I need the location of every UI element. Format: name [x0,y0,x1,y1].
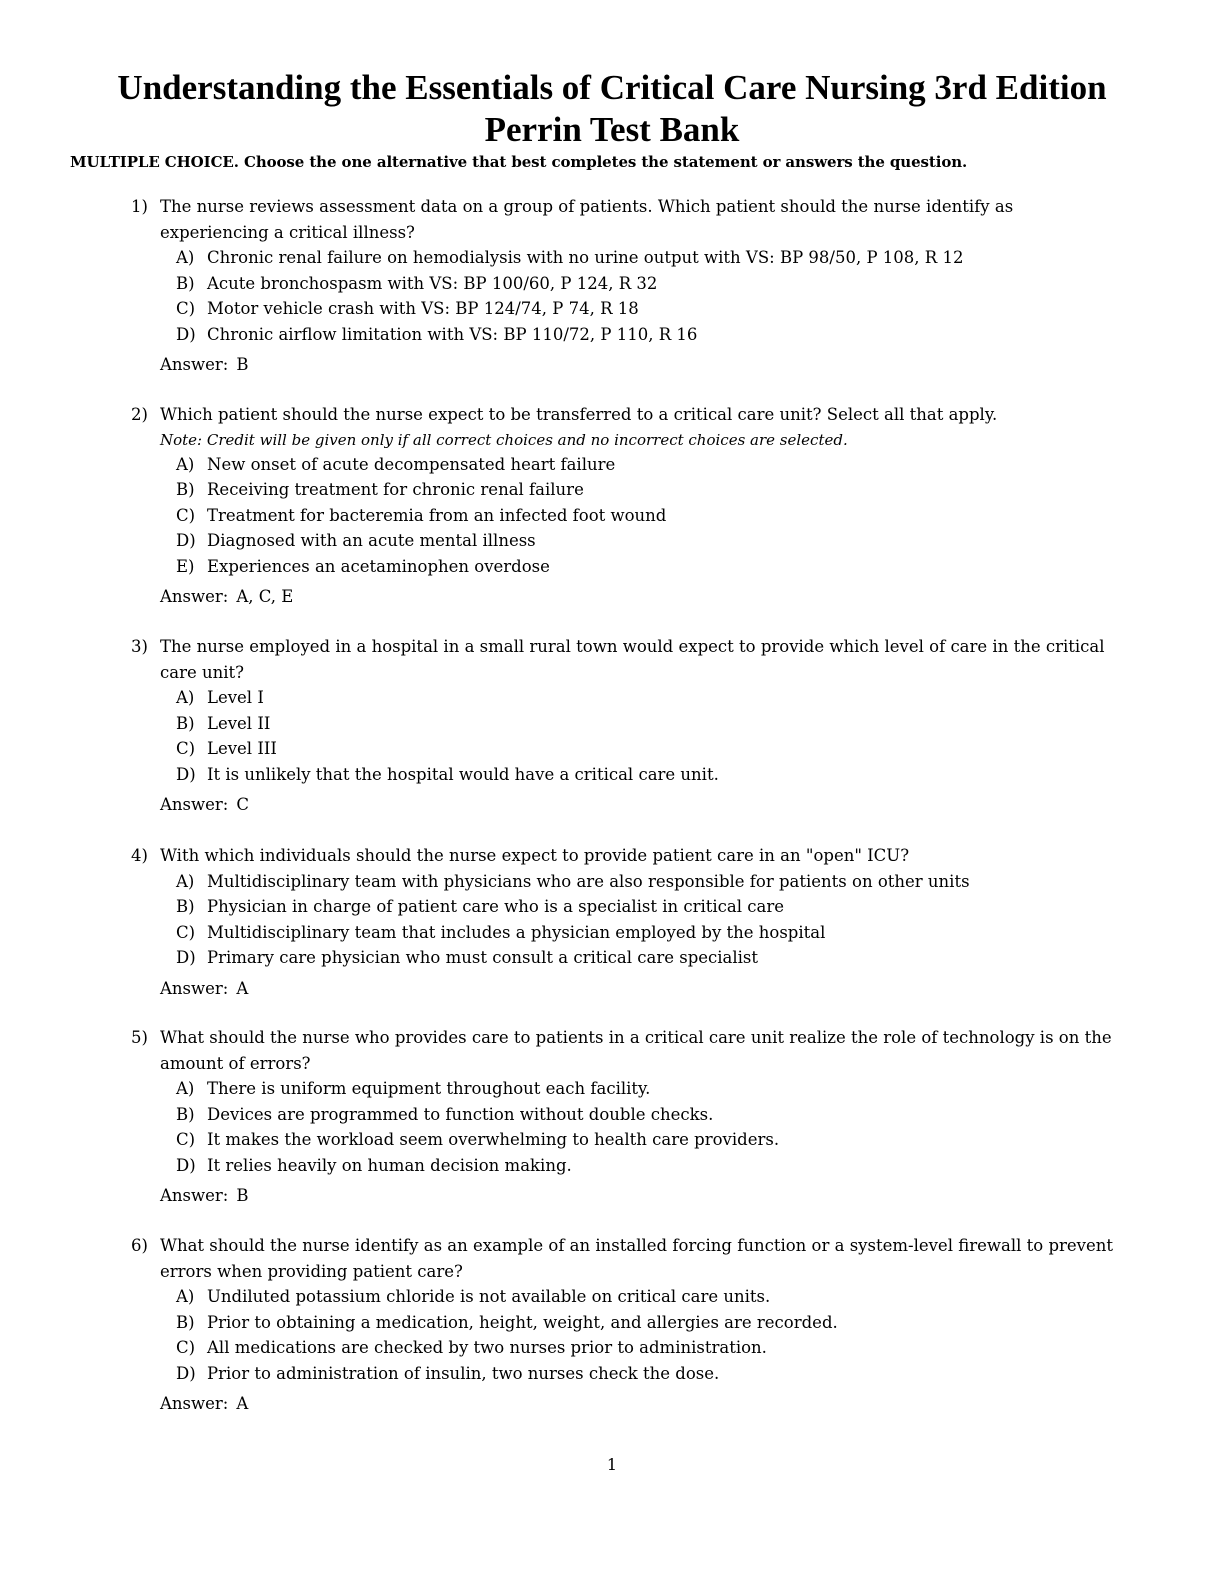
answer-label: Answer: [160,355,229,374]
option-letter: B) [176,273,195,293]
answer-line [160,1183,1121,1209]
question-number: 1) [131,197,148,216]
option-a [131,452,1121,478]
option-letter: D) [176,764,196,784]
answer-value: A, C, E [236,587,294,606]
question-6 [131,1233,1121,1417]
option-letter: C) [176,1130,196,1149]
question-stem: Which patient should the nurse expect to be transferred to a critical care unit? Select all that apply. [160,405,998,424]
option-text: Level I [207,688,264,707]
option-d [131,1153,1121,1179]
option-text: Chronic renal failure on hemodialysis with no urine output with VS: BP 98/50, P 108, R 12 [207,248,964,267]
option-letter: E) [176,556,195,576]
option-text: Level III [207,739,277,758]
option-e [131,554,1121,580]
option-letter: D) [176,948,196,967]
option-text: It is unlikely that the hospital would have a critical care unit. [207,764,719,784]
option-letter: A) [176,688,195,707]
option-text: Chronic airflow limitation with VS: BP 110/72, P 110, R 16 [207,324,698,344]
option-letter: D) [176,324,196,344]
option-text: Multidisciplinary team with physicians who are also responsible for patients on other units [207,871,970,891]
option-c [131,920,1121,946]
option-letter: D) [176,1363,196,1383]
option-a [131,1076,1121,1102]
answer-label: Answer: [160,795,229,814]
answer-value: A [236,978,249,998]
page-number: 1 [606,1455,618,1474]
option-d [131,1361,1121,1387]
answer-value: A [236,1394,249,1413]
question-stem: What should the nurse identify as an example of an installed forcing function or a system-level firewall to prevent errors when providing patient care? [160,1236,1114,1281]
question-number: 5) [131,1028,148,1047]
option-d [131,322,1121,348]
question-note: Note: Credit will be given only if all correct choices and no incorrect choices are selected. [160,430,848,449]
option-letter: B) [176,1312,195,1332]
option-letter: C) [176,299,196,318]
option-text: All medications are checked by two nurses prior to administration. [207,1338,767,1357]
option-text: Multidisciplinary team that includes a physician employed by the hospital [207,922,826,942]
question-number: 6) [131,1236,148,1255]
option-text: Primary care physician who must consult a critical care specialist [207,948,759,967]
option-letter: A) [176,248,195,267]
answer-value: B [236,1186,249,1205]
option-letter: C) [176,739,196,758]
option-letter: A) [176,1079,195,1098]
option-list [131,452,1121,580]
question-number: 3) [131,637,148,656]
answer-value: B [236,355,249,374]
option-list [131,869,1121,971]
option-b [131,477,1121,503]
option-text: Diagnosed with an acute mental illness [207,531,536,550]
answer-label: Answer: [160,1394,229,1413]
question-stem: What should the nurse who provides care to patients in a critical care unit realize the role of technology is on the amount of errors? [160,1028,1112,1073]
option-list [131,685,1121,787]
option-text: New onset of acute decompensated heart failure [207,454,616,474]
question-stem: The nurse reviews assessment data on a group of patients. Which patient should the nurse identify as experiencing a critical illness? [160,197,1014,242]
question-3 [131,634,1121,818]
question-stem: With which individuals should the nurse expect to provide patient care in an "open" ICU? [160,846,910,865]
option-letter: A) [176,1287,195,1306]
answer-value: C [236,795,249,814]
answer-line [160,792,1121,818]
option-letter: B) [176,713,195,733]
option-text: Treatment for bacteremia from an infected foot wound [207,505,667,525]
option-b [131,271,1121,297]
question-number: 2) [131,405,148,424]
option-c [131,1127,1121,1153]
section-instructions: MULTIPLE CHOICE. Choose the one alternative that best completes the statement or answers the question. [70,153,968,171]
option-list [131,1076,1121,1178]
option-text: Experiences an acetaminophen overdose [207,556,550,576]
option-text: Devices are programmed to function without double checks. [207,1104,714,1124]
option-a [131,685,1121,711]
option-b [131,1310,1121,1336]
option-letter: C) [176,922,196,942]
option-text: Prior to administration of insulin, two nurses check the dose. [207,1363,720,1383]
option-d [131,945,1121,971]
option-text: Receiving treatment for chronic renal failure [207,480,584,499]
question-stem: The nurse employed in a hospital in a small rural town would expect to provide which level of care in the critical care unit? [160,637,1105,682]
question-1 [131,194,1121,378]
option-list [131,1284,1121,1386]
option-c [131,1335,1121,1361]
option-letter: C) [176,1338,196,1357]
question-4 [131,843,1121,1001]
answer-line [160,584,1121,610]
option-letter: B) [176,480,195,499]
option-text: Undiluted potassium chloride is not available on critical care units. [207,1287,771,1306]
option-text: Physician in charge of patient care who is a specialist in critical care [207,897,785,916]
option-text: It makes the workload seem overwhelming to health care providers. [207,1130,780,1149]
answer-label: Answer: [160,1186,229,1205]
option-text: Acute bronchospasm with VS: BP 100/60, P 124, R 32 [207,273,658,293]
option-letter: C) [176,505,196,525]
option-c [131,503,1121,529]
option-text: There is uniform equipment throughout each facility. [207,1079,651,1098]
document-title: Understanding the Essentials of Critical Care Nursing 3rd Edition [117,68,1107,107]
answer-line [160,352,1121,378]
question-5 [131,1025,1121,1209]
option-d [131,762,1121,788]
answer-line [160,976,1121,1002]
option-text: It relies heavily on human decision making. [207,1155,572,1175]
answer-line [160,1391,1121,1417]
option-b [131,894,1121,920]
option-letter: D) [176,531,196,550]
option-d [131,528,1121,554]
option-a [131,869,1121,895]
option-letter: A) [176,454,195,474]
option-letter: B) [176,897,195,916]
option-a [131,1284,1121,1310]
option-text: Motor vehicle crash with VS: BP 124/74, P 74, R 18 [207,299,639,318]
option-letter: D) [176,1155,196,1175]
option-b [131,711,1121,737]
option-c [131,296,1121,322]
option-c [131,736,1121,762]
option-letter: B) [176,1104,195,1124]
answer-label: Answer: [160,978,229,998]
option-text: Level II [207,713,271,733]
option-b [131,1102,1121,1128]
option-text: Prior to obtaining a medication, height, weight, and allergies are recorded. [207,1312,838,1332]
option-a [131,245,1121,271]
question-number: 4) [131,846,148,865]
question-2 [131,402,1121,610]
answer-label: Answer: [160,587,229,606]
option-letter: A) [176,871,195,891]
option-list [131,245,1121,347]
document-subtitle: Perrin Test Bank [484,110,740,149]
